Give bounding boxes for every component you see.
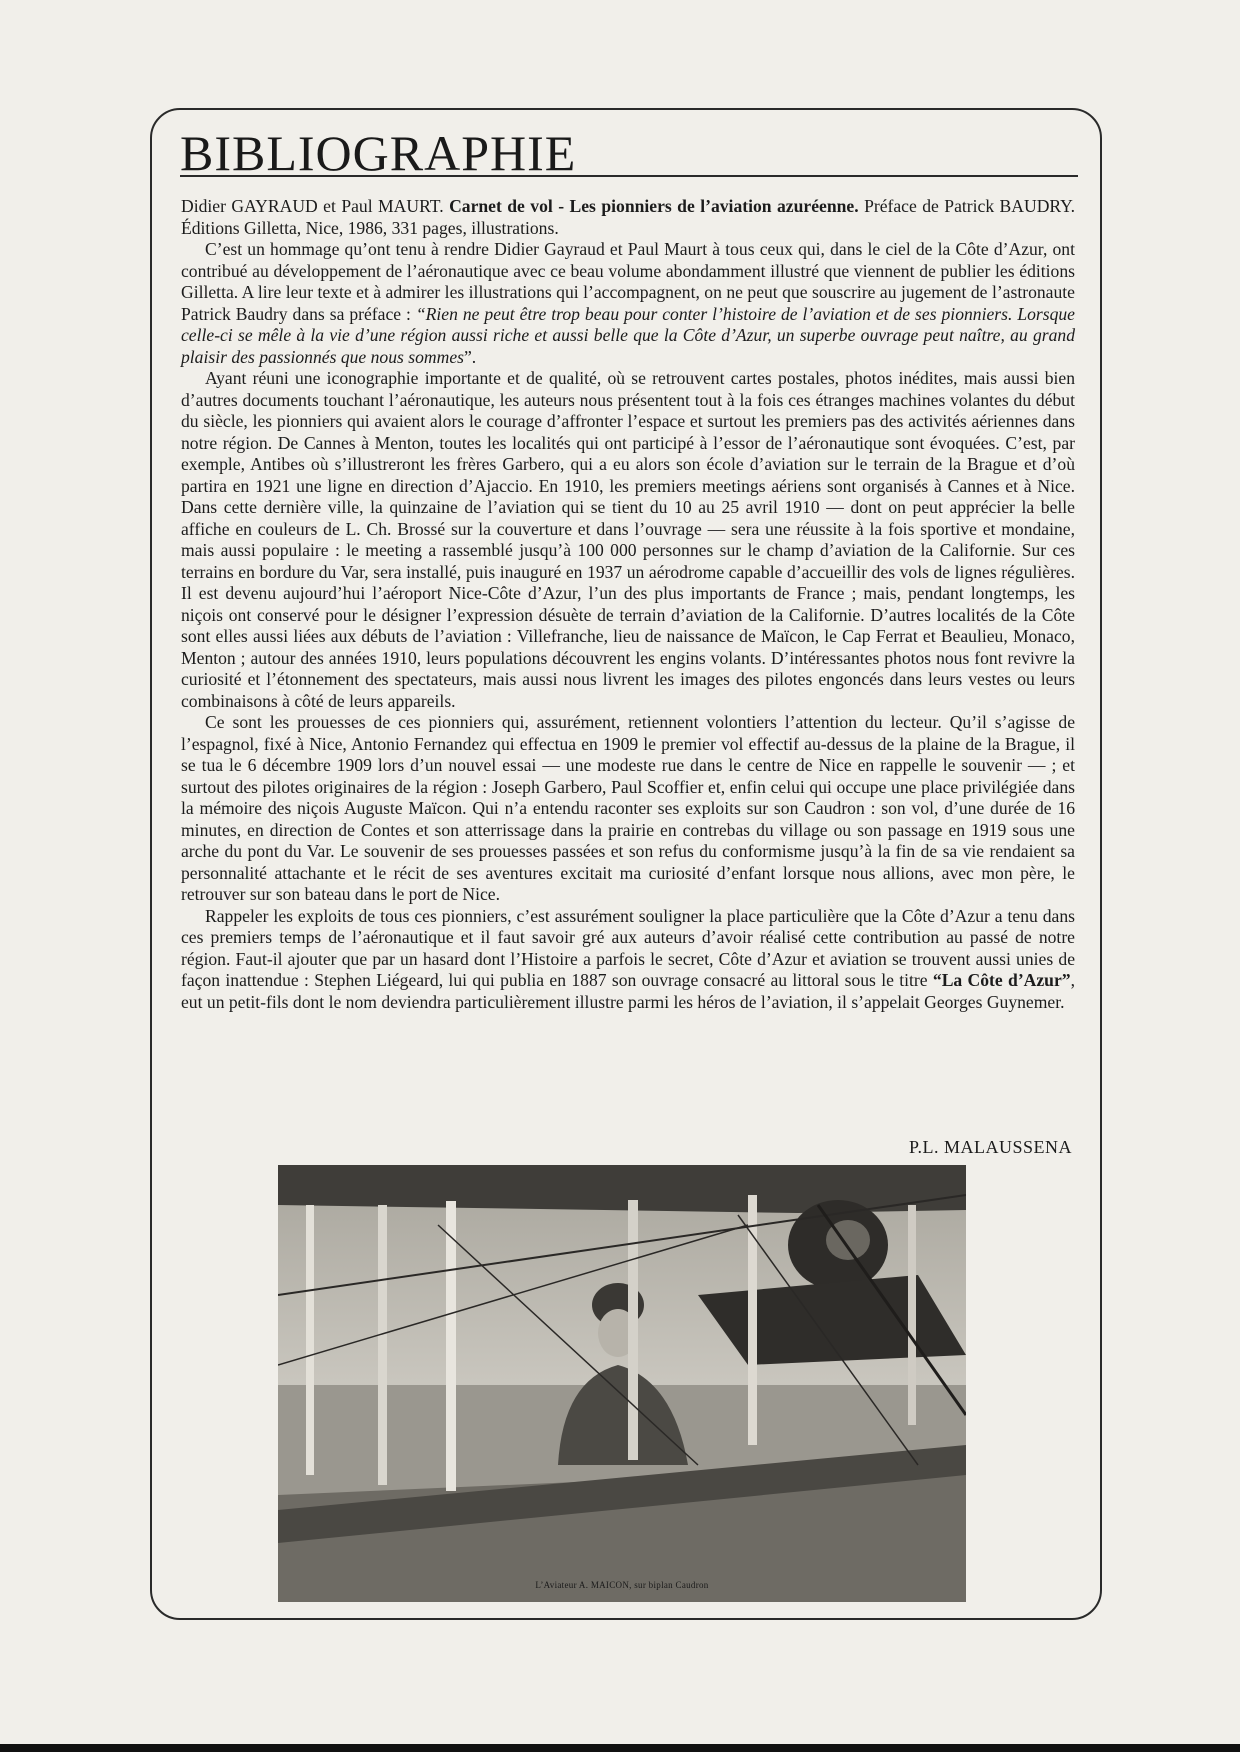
paragraph-1-end: ”. [463,346,477,367]
paragraph-4 [181,906,1075,1014]
photo-caption: L’Aviateur A. MAICON, sur biplan Caudron [535,1580,709,1590]
paragraph-2: Ayant réuni une iconographie importante et de qualité, où se retrouvent cartes postales, photos inédites, mais aussi bien d’autres documents touchant l’aéronautique, les auteurs nous présentent tout à la fois ces étranges machines volantes du début du siècle, les pionniers qui avaient alors le courage d’affronter l’espace et surtout les premiers pas des activités aériennes dans notre région. De Cannes à Menton, toutes les localités qui ont participé à l’essor de l’aéronautique sont évoquées. C’est, par exemple, Antibes où s’illustreront les frères Garbero, qui a eu alors son école d’aviation sur le terrain de la Brague et d’où partira en 1921 une ligne en direction d’Ajaccio. En 1910, les premiers meetings aériens sont organisés à Cannes et à Nice. Dans cette dernière ville, la quinzaine de l’aviation qui se tient du 10 au 25 avril 1910 — dont on peut apprécier la belle affiche en couleurs de L. Ch. Brossé sur la couverture et dans l’ouvrage — sera une réussite à la fois sportive et mondaine, mais aussi populaire : le meeting a rassemblé jusqu’à 100 000 personnes sur le champ d’aviation de la Californie. Sur ces terrains en bordure du Var, sera installé, puis inauguré en 1937 un aérodrome capable d’accueillir des vols de lignes régulières. Il est devenu aujourd’hui l’aéroport Nice-Côte d’Azur, l’un des plus importants de France ; mais, pendant longtemps, les niçois ont conservé pour le désigner l’expression désuète de terrain d’aviation de la Californie. D’autres localités de la Côte sont elles aussi liées aux débuts de l’aviation : Villefranche, lieu de naissance de Maïcon, le Cap Ferrat et Beaulieu, Monaco, Menton ; autour des années 1910, leurs populations découvrent les engins volants. D’intéressantes photos nous font revivre la curiosité et l’étonnement des spectateurs, mais aussi nous livrent les images des pilotes engoncés dans leurs vestes ou leurs combinaisons à côté de leurs appareils. [181,368,1075,711]
scan-bottom-edge [0,1744,1240,1752]
reference-line [181,196,1075,239]
paragraph-1 [181,239,1075,368]
title-underline [180,175,1078,177]
reference-book-title: Carnet de vol - Les pionniers de l’aviation azuréenne. [449,196,859,216]
biplane-photo [278,1165,966,1602]
preface-quote: “Rien ne peut être trop beau pour conter l’histoire de l’aviation et de ses pionniers. Lorsque celle-ci se mêle à la vie d’une région aussi riche et aussi belle que la Côte d’Azur, un superbe ouvrage peut naître, au grand plaisir des passionnés que nous sommes [181,303,1075,367]
page-title: BIBLIOGRAPHIE [180,125,577,181]
biplane-photo-illustration [278,1165,966,1602]
paragraph-4-text: Rappeler les exploits de tous ces pionniers, c’est assurément souligner la place particulière que la Côte d’Azur a tenu dans ces premiers temps de l’aéronautique et il faut savoir gré aux auteurs d’avoir réalisé cette contribution au passé de notre région. Faut-il ajouter que par un hasard dont l’Histoire a parfois le secret, Côte d’Azur et aviation se trouvent aussi unies de façon inattendue : Stephen Liégeard, lui qui publia en 1887 son ouvrage consacré au littoral sous le titre [181,905,1075,990]
paragraph-1-text: C’est un hommage qu’ont tenu à rendre Didier Gayraud et Paul Maurt à tous ceux qui, dans le ciel de la Côte d’Azur, ont contribué au développement de l’aéronautique avec ce beau volume abondamment illustré que viennent de publier les éditions Gilletta. A lire leur texte et à admirer les illustrations qui l’accompagnent, on ne peut que souscrire au jugement de l’astronaute Patrick Baudry dans sa préface : [181,239,1075,324]
reference-details: Préface de Patrick BAUDRY. Éditions Gilletta, Nice, 1986, 331 pages, illustrations. [181,196,1076,238]
reference-authors: Didier GAYRAUD et Paul MAURT. [181,196,444,216]
paragraph-4-end: , eut un petit-fils dont le nom deviendra particulièrement illustre parmi les héros de l’aviation, il s’appelait Georges Guynemer. [181,970,1075,1012]
article-body [181,196,1075,1013]
paragraph-4-book-title: “La Côte d’Azur” [932,970,1071,990]
title-block [180,125,1080,181]
paragraph-3: Ce sont les prouesses de ces pionniers qui, assurément, retiennent volontiers l’attention du lecteur. Qu’il s’agisse de l’espagnol, fixé à Nice, Antonio Fernandez qui effectua en 1909 le premier vol effectif au-dessus de la plaine de la Brague, il se tua le 6 décembre 1909 lors d’un nouvel essai — une modeste rue dans le centre de Nice en rappelle le souvenir — ; et surtout des pilotes originaires de la région : Joseph Garbero, Paul Scoffier et, enfin celui qui occupe une place privilégiée dans la mémoire des niçois Auguste Maïcon. Qui n’a entendu raconter ses exploits sur son Caudron : son vol, d’une durée de 16 minutes, en direction de Contes et son atterrissage dans la prairie en contrebas du village ou son passage en 1919 sous une arche du pont du Var. Le souvenir de ses prouesses passées et son refus du conformisme jusqu’à la fin de sa vie rendaient sa personnalité attachante et le récit de ses aventures excitait ma curiosité d’enfant lorsque nous allions, avec mon père, le retrouver sur son bateau dans le port de Nice. [181,712,1075,904]
author-signature: P.L. MALAUSSENA [908,1137,1072,1157]
